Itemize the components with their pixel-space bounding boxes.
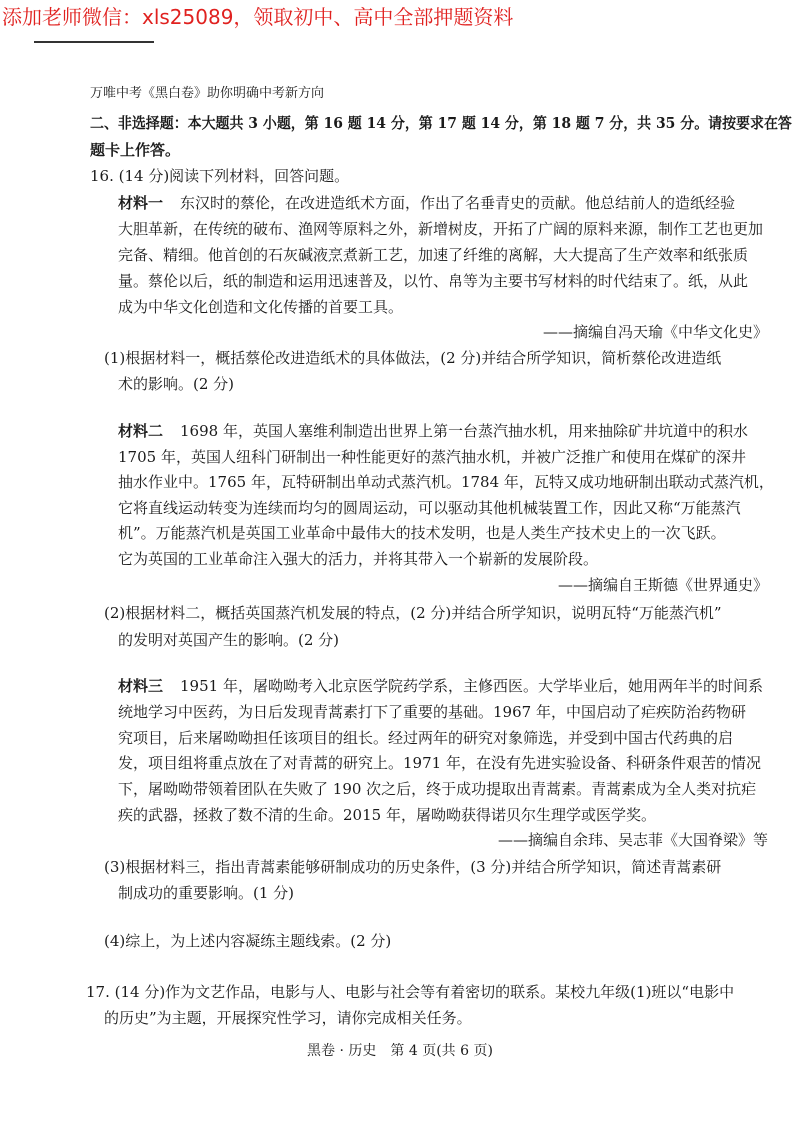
material-2-line: 它为英国的工业革命注入强大的活力，并将其带入一个崭新的发展阶段。 [118,550,599,568]
q16-sub-3-line: 制成功的重要影响。(1 分) [118,884,295,902]
material-1-line: 成为中华文化创造和文化传播的首要工具。 [118,298,404,316]
material-2-line: 1705 年，英国人纽科门研制出一种性能更好的蒸汽抽水机，并被广泛推广和使用在煤矿的深井 [118,448,746,466]
material-3-label: 材料三 [118,677,164,695]
material-2-line: 抽水作业中。1765 年，瓦特研制出单动式蒸汽机。1784 年，瓦特又成功地研制出联动式蒸汽机， [118,473,774,491]
material-2-line: 1698 年，英国人塞维利制造出世界上第一台蒸汽抽水机，用来抽除矿井坑道中的积水 [180,422,748,440]
material-3-line: 1951 年，屠呦呦考入北京医学院药学系，主修西医。大学毕业后，她用两年半的时间系 [180,677,763,695]
q16-sub-4: (4)综上，为上述内容凝练主题线索。(2 分) [104,932,392,950]
q16-sub-2-line: (2)根据材料二，概括英国蒸汽机发展的特点，(2 分)并结合所学知识，说明瓦特“万能蒸汽机” [104,604,722,622]
q16-sub-3-line: (3)根据材料三，指出青蒿素能够研制成功的历史条件，(3 分)并结合所学知识，简述青蒿素研 [104,858,722,876]
material-1-label: 材料一 [118,194,164,212]
page-footer: 黑卷 · 历史 第 4 页(共 6 页) [307,1043,493,1059]
material-2-line: 它将直线运动转变为连续而均匀的圆周运动，可以驱动其他机械装置工作，因此又称“万能蒸汽 [118,499,741,517]
q16-sub-2-line: 的发明对英国产生的影响。(2 分) [118,631,340,649]
material-3-line: 发，项目组将重点放在了对青蒿的研究上。1971 年，在没有先进实验设备、科研条件艰苦的情况 [118,754,761,772]
material-3-line: 统地学习中医药，为日后发现青蒿素打下了重要的基础。1967 年，中国启动了疟疾防治药物研 [118,703,746,721]
q16-sub-1-line: (1)根据材料一，概括蔡伦改进造纸术的具体做法，(2 分)并结合所学知识，简析蔡伦改进造纸 [104,349,722,367]
q16-sub-1-line: 术的影响。(2 分) [118,375,235,393]
material-1-line: 完备、精细。他首创的石灰碱液烹煮新工艺，加速了纤维的离解，大大提高了生产效率和纸张质 [118,246,749,264]
material-1-line: 大胆革新，在传统的破布、渔网等原料之外，新增树皮，开拓了广阔的原料来源，制作工艺也更加 [118,220,764,238]
material-2-label: 材料二 [118,422,164,440]
material-3-line: 究项目，后来屠呦呦担任该项目的组长。经过两年的研究对象筛选，并受到中国古代药典的启 [118,729,734,747]
material-2-source: ——摘编自王斯德《世界通史》 [557,576,768,594]
material-1-line: 量。蔡伦以后，纸的制造和运用迅速普及，以竹、帛等为主要书写材料的时代结束了。纸，从此 [118,272,749,290]
material-3-line: 下，屠呦呦带领着团队在失败了 190 次之后，终于成功提取出青蒿素。青蒿素成为全人类对抗疟 [118,780,757,798]
q17-line-2: 的历史”为主题，开展探究性学习，请你完成相关任务。 [104,1009,472,1027]
q16-intro: 16. (14 分)阅读下列材料，回答问题。 [90,167,350,185]
material-3-source: ——摘编自余玮、吴志菲《大国脊梁》等 [497,831,768,849]
q17-line-1: 17. (14 分)作为文艺作品，电影与人、电影与社会等有着密切的联系。某校九年级(1)班以“电影中 [86,983,735,1001]
promo-banner: 添加老师微信：xls25089，领取初中、高中全部押题资料 [2,5,514,29]
material-3-line: 疾的武器，拯救了数不清的生命。2015 年，屠呦呦获得诺贝尔生理学或医学奖。 [118,806,656,824]
section-title-line-1: 二、非选择题：本大题共 3 小题，第 16 题 14 分，第 17 题 14 分，第 18 题 7 分，共 35 分。请按要求在答 [90,114,792,132]
material-1-line: 东汉时的蔡伦，在改进造纸术方面，作出了名垂青史的贡献。他总结前人的造纸经验 [180,194,736,212]
material-1-source: ——摘编自冯天瑜《中华文化史》 [542,323,768,341]
slogan: 万唯中考《黑白卷》助你明确中考新方向 [90,86,325,101]
section-title-line-2: 题卡上作答。 [90,141,181,159]
material-2-line: 机”。万能蒸汽机是英国工业革命中最伟大的技术发明，也是人类生产技术史上的一次飞跃。 [118,524,726,542]
